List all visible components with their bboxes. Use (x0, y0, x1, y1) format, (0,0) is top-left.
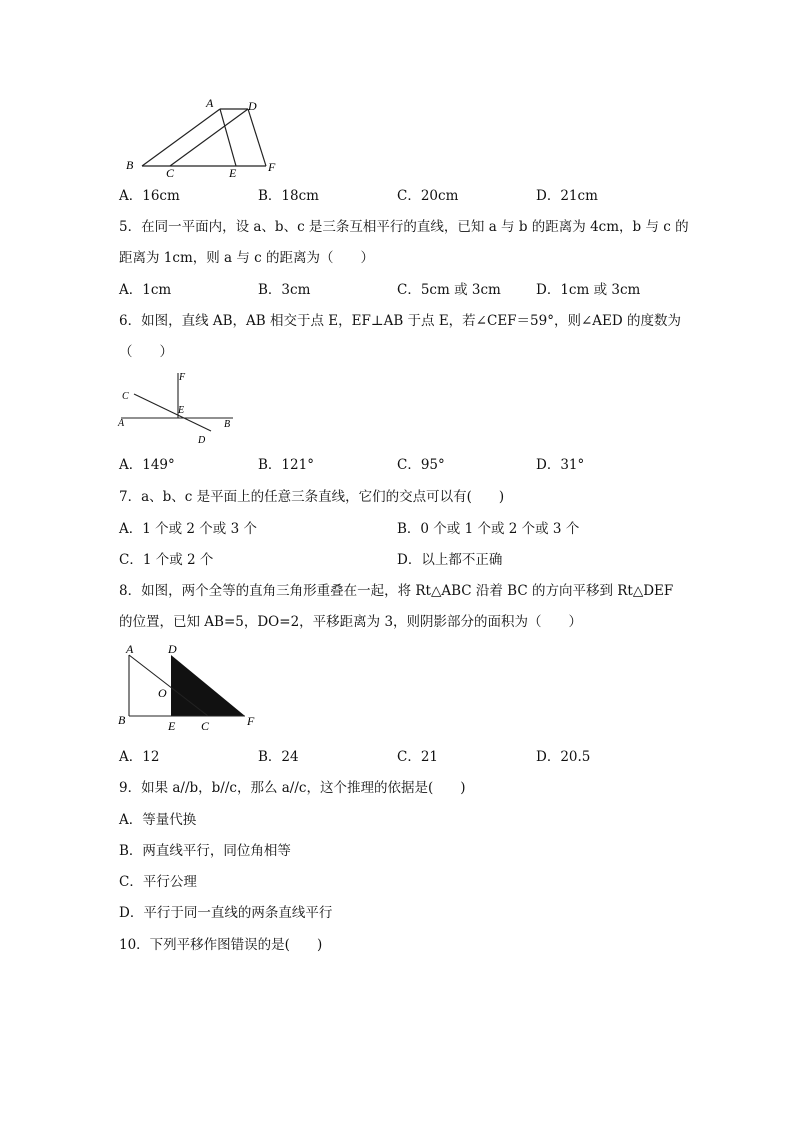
q9-stem-line1: 9．如果 a//b，b//c，那么 a//c，这个推理的依据是( ) (119, 780, 466, 796)
q8-option-d: D．20.5 (536, 749, 591, 765)
q6-stem-line2: （ ） (119, 344, 173, 360)
q8-figure (116, 640, 264, 736)
q6-label-c: C (122, 391, 129, 402)
q6-label-a: A (118, 418, 125, 429)
q9-option-a: A．等量代换 (119, 812, 197, 828)
q4-label-c: C (166, 166, 175, 180)
q4-label-a: A (206, 96, 214, 110)
q8-label-d: D (168, 642, 177, 656)
q7-stem-line1: 7．a、b、c 是平面上的任意三条直线，它们的交点可以有( ) (119, 489, 505, 505)
q9-option-b: B．两直线平行，同位角相等 (119, 843, 291, 859)
q5-option-b: B．3cm (258, 282, 311, 298)
q8-label-f: F (247, 714, 255, 728)
q5-stem-line2: 距离为 1cm，则 a 与 c 的距离为（ ） (119, 250, 375, 266)
q4-label-b: B (126, 158, 134, 172)
q4-option-a: A．16cm (119, 188, 180, 204)
q7-option-d: D．以上都不正确 (397, 552, 503, 568)
q8-option-a: A．12 (119, 749, 160, 765)
q4-option-d: D．21cm (536, 188, 598, 204)
q6-label-b: B (224, 419, 231, 430)
q10-stem-line1: 10．下列平移作图错误的是( ) (119, 937, 323, 953)
q6-option-d: D．31° (536, 457, 585, 473)
q8-label-c: C (201, 719, 210, 733)
q8-label-b: B (118, 713, 126, 727)
q6-label-e: E (178, 405, 185, 416)
q6-option-b: B．121° (258, 457, 314, 473)
q4-option-c: C．20cm (397, 188, 459, 204)
q8-label-a: A (126, 642, 134, 656)
q4-label-f: F (268, 160, 276, 174)
q5-option-d: D．1cm 或 3cm (536, 282, 641, 298)
q5-option-a: A．1cm (119, 282, 172, 298)
q8-label-e: E (168, 719, 176, 733)
q8-stem-line1: 8．如图，两个全等的直角三角形重叠在一起，将 Rt△ABC 沿着 BC 的方向平移到 Rt△DEF (119, 583, 674, 599)
q8-option-b: B．24 (258, 749, 299, 765)
q6-stem-line1: 6．如图，直线 AB，AB 相交于点 E，EF⊥AB 于点 E，若∠CEF＝59°，则∠AED 的度数为 (119, 313, 682, 329)
q5-option-c: C．5cm 或 3cm (397, 282, 501, 298)
q7-option-a: A．1 个或 2 个或 3 个 (119, 521, 257, 537)
q9-option-d: D．平行于同一直线的两条直线平行 (119, 905, 333, 921)
q6-label-f: F (179, 372, 186, 383)
q5-stem-line1: 5．在同一平面内，设 a、b、c 是三条互相平行的直线，已知 a 与 b 的距离为 4cm，b 与 c 的 (119, 219, 689, 235)
q9-option-c: C．平行公理 (119, 874, 197, 890)
q7-option-c: C．1 个或 2 个 (119, 552, 214, 568)
q8-stem-line2: 的位置，已知 AB=5，DO=2，平移距离为 3，则阴影部分的面积为（ ） (119, 614, 583, 630)
q6-label-d: D (198, 435, 206, 446)
q4-figure (120, 96, 290, 181)
q6-option-a: A．149° (119, 457, 175, 473)
q6-figure (116, 368, 241, 448)
q6-option-c: C．95° (397, 457, 445, 473)
q4-label-e: E (229, 166, 237, 180)
q7-option-b: B．0 个或 1 个或 2 个或 3 个 (397, 521, 580, 537)
q8-label-o: O (158, 686, 167, 700)
q4-label-d: D (248, 99, 257, 113)
q8-option-c: C．21 (397, 749, 439, 765)
q4-option-b: B．18cm (258, 188, 319, 204)
